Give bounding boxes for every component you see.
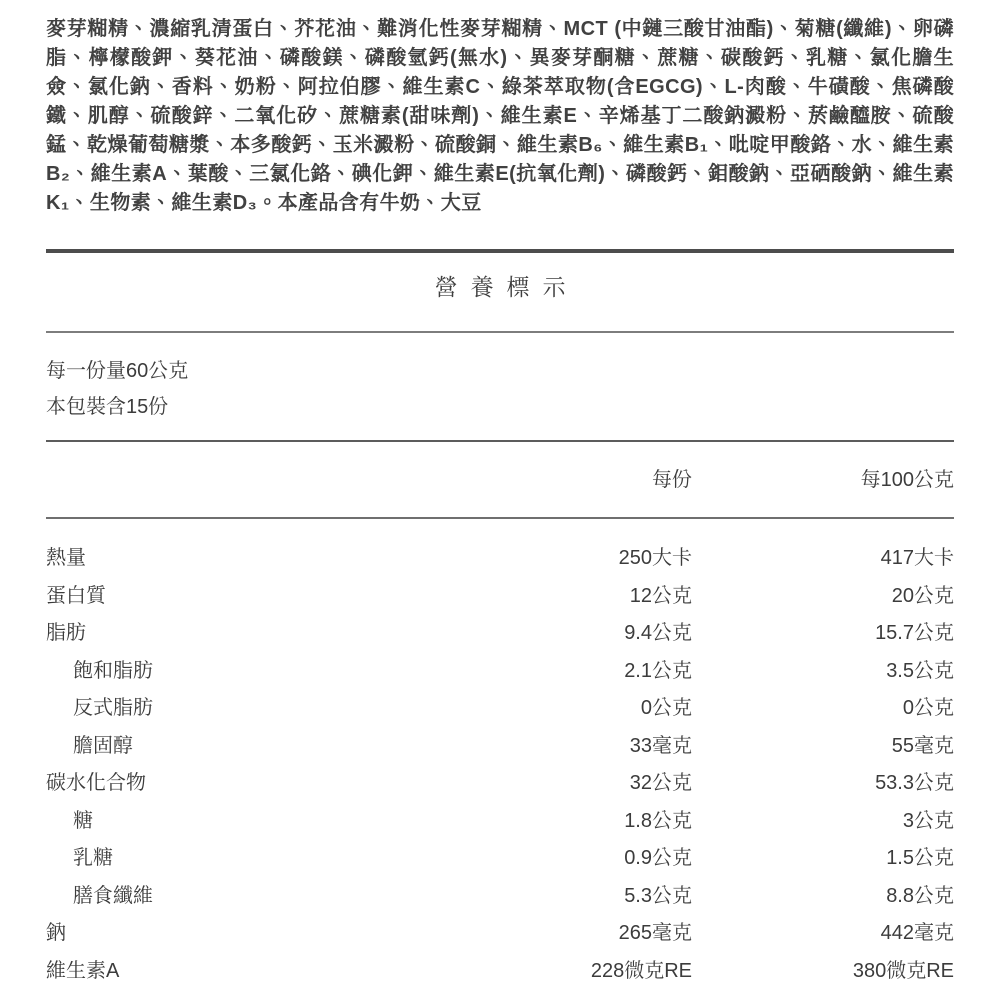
column-header-per-serving: 每份 (652, 469, 692, 491)
table-row (46, 575, 954, 613)
per-serving-value: 265毫克 (618, 922, 692, 945)
per-100g-value: 20公克 (891, 584, 954, 607)
per-serving-value: 32公克 (629, 772, 692, 795)
nutrition-table-body (46, 519, 954, 987)
table-row (46, 537, 954, 575)
servings-per-package-text: 本包裝含15份 (46, 396, 169, 418)
nutrient-name: 乳糖 (73, 847, 113, 870)
table-row (46, 650, 954, 688)
ingredients-paragraph: 麥芽糊精、濃縮乳清蛋白、芥花油、難消化性麥芽糊精、MCT (中鏈三酸甘油酯)、菊糖(纖維)、卵磷脂、檸檬酸鉀、葵花油、磷酸鎂、磷酸氫鈣(無水)、異麥芽酮糖、蔗糖、碳酸鈣、乳糖、氯化膽生僉、氯化鈉、香料、奶粉、阿拉伯膠、維生素C、綠茶萃取物(含EGCG)、L-肉酸、牛磺酸、焦磷酸鐵、肌醇、硫酸鋅、二氧化矽、蔗糖素(甜味劑)、維生素E、辛烯基丁二酸鈉澱粉、菸鹼醯胺、硫酸錳、乾燥葡萄糖漿、本多酸鈣、玉米澱粉、硫酸銅、維生素B₆、維生素B₁、吡啶甲酸鉻、水、維生素B₂、維生素A、葉酸、三氯化鉻、碘化鉀、維生素E(抗氧化劑)、磷酸鈣、鉬酸鈉、亞硒酸鈉、維生素K₁、生物素、維生素D₃。本產品含有牛奶、大豆 (46, 18, 954, 214)
nutrient-name: 鈉 (46, 922, 66, 945)
nutrient-name: 糖 (73, 809, 93, 832)
per-100g-value: 1.5公克 (886, 847, 954, 870)
column-header-per-100g: 每100公克 (860, 469, 954, 491)
per-100g-value: 442毫克 (880, 922, 954, 945)
table-row (46, 950, 954, 988)
nutrient-name: 熱量 (46, 547, 86, 570)
table-row (46, 725, 954, 763)
divider-under-title (46, 331, 954, 333)
serving-info (46, 353, 954, 425)
table-row (46, 612, 954, 650)
table-row (46, 837, 954, 875)
per-100g-value: 8.8公克 (886, 884, 954, 907)
per-serving-value: 0公克 (640, 697, 692, 720)
table-row (46, 912, 954, 950)
per-serving-value: 5.3公克 (624, 884, 692, 907)
per-serving-value: 0.9公克 (624, 847, 692, 870)
per-100g-value: 55毫克 (891, 734, 954, 757)
nutrient-name: 飽和脂肪 (73, 659, 153, 682)
per-serving-value: 9.4公克 (624, 622, 692, 645)
table-row (46, 875, 954, 913)
per-100g-value: 53.3公克 (875, 772, 954, 795)
per-serving-value: 228微克RE (590, 959, 692, 982)
per-100g-value: 417大卡 (880, 547, 954, 570)
nutrient-name: 膳食纖維 (73, 884, 153, 907)
per-serving-value: 1.8公克 (624, 809, 692, 832)
per-100g-value: 15.7公克 (875, 622, 954, 645)
per-serving-value: 250大卡 (618, 547, 692, 570)
nutrition-table (46, 442, 954, 987)
nutrient-name: 脂肪 (46, 622, 86, 645)
divider-thick (46, 249, 954, 253)
nutrition-label-title: 營養標示 (434, 274, 579, 300)
per-serving-value: 12公克 (629, 584, 692, 607)
table-row (46, 800, 954, 838)
nutrient-name: 碳水化合物 (46, 772, 146, 795)
per-serving-value: 33毫克 (629, 734, 692, 757)
nutrient-name: 蛋白質 (46, 584, 106, 607)
nutrient-name: 反式脂肪 (73, 697, 153, 720)
per-100g-value: 380微克RE (852, 959, 954, 982)
serving-size-text: 每一份量60公克 (46, 360, 189, 382)
per-serving-value: 2.1公克 (624, 659, 692, 682)
nutrient-name: 膽固醇 (73, 734, 133, 757)
nutrient-name: 維生素A (46, 959, 120, 982)
table-row (46, 762, 954, 800)
table-header-row (46, 442, 954, 492)
per-100g-value: 3公克 (902, 809, 954, 832)
per-100g-value: 3.5公克 (886, 659, 954, 682)
per-100g-value: 0公克 (902, 697, 954, 720)
table-row (46, 687, 954, 725)
